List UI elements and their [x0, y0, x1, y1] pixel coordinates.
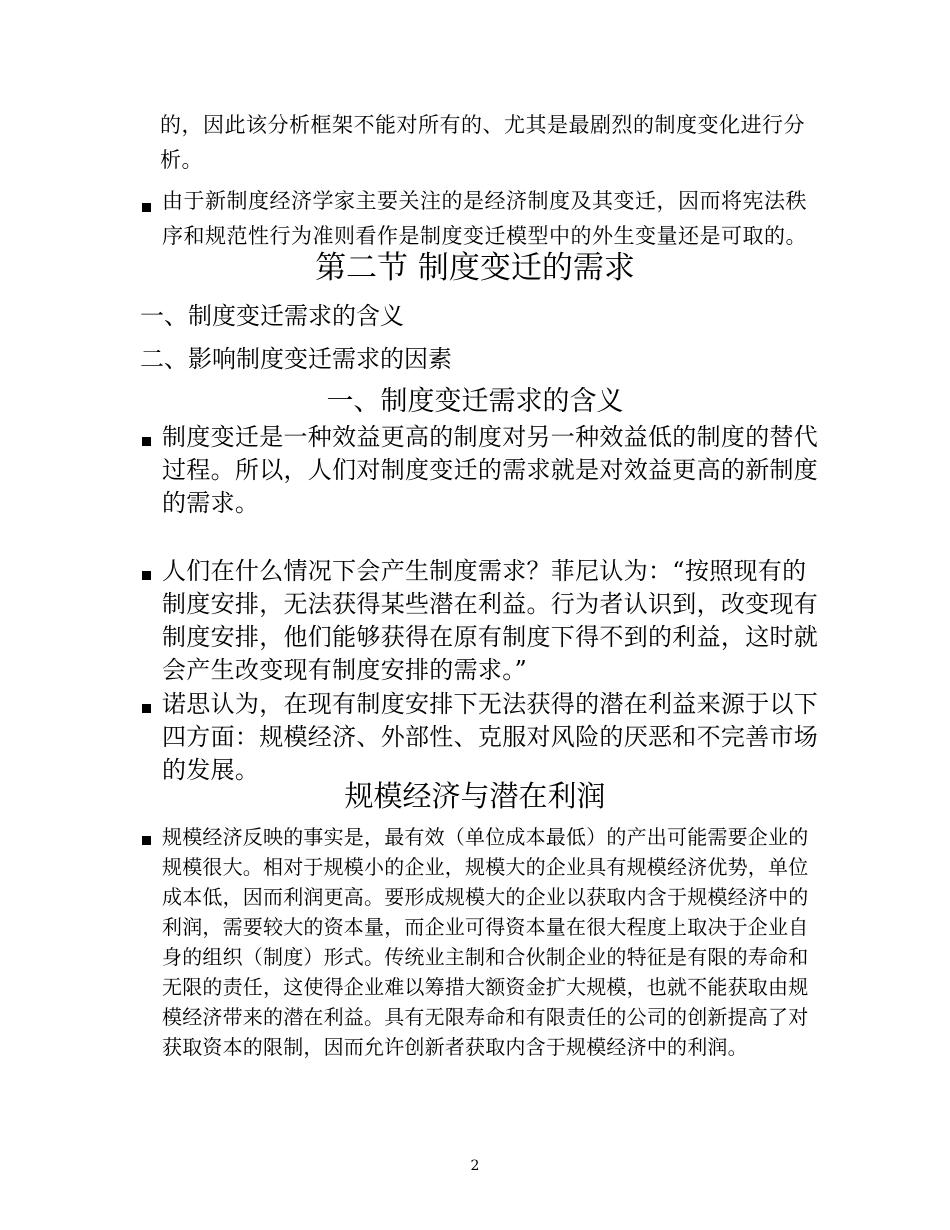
bullet-item [140, 555, 820, 687]
bullet-text: 人们在什么情况下会产生制度需求？菲尼认为：“按照现有的制度安排，无法获得某些潜在利益。行为者认识到，改变现有制度安排，他们能够获得在原有制度下得不到的利益，这时就会产生改变现有制度安排的需求。” [162, 557, 819, 684]
square-bullet-icon [142, 571, 151, 580]
square-bullet-icon [142, 704, 151, 713]
bullet-item [140, 421, 820, 520]
square-bullet-icon [142, 203, 151, 212]
bullet-text: 规模经济反映的事实是，最有效（单位成本最低）的产出可能需要企业的规模很大。相对于规模小的企业，规模大的企业具有规模经济优势，单位成本低，因而利润更高。要形成规模大的企业以获取内含于规模经济中的利润，需要较大的资本量，而企业可得资本量在很大程度上取决于企业自身的组织（制度）形式。传统业主制和合伙制企业的特征是有限的寿命和无限的责任，这使得企业难以筹措大额资金扩大规模，也就不能获取由规模经济带来的潜在利益。具有无限寿命和有限责任的公司的创新提高了对获取资本的限制，因而允许创新者获取内含于规模经济中的利润。 [162, 825, 809, 1059]
bullet-item [140, 184, 820, 254]
outline-item: 二、影响制度变迁需求的因素 [140, 345, 452, 373]
bullet-text: 制度变迁是一种效益更高的制度对另一种效益低的制度的替代过程。所以，人们对制度变迁的需求就是对效益更高的新制度的需求。 [162, 423, 819, 517]
outline-item: 一、制度变迁需求的含义 [140, 302, 404, 330]
bullet-text: 由于新制度经济学家主要关注的是经济制度及其变迁，因而将宪法秩序和规范性行为准则看作是制度变迁模型中的外生变量还是可取的。 [162, 189, 807, 248]
page-number: 2 [470, 1158, 480, 1174]
bullet-text: 诺思认为，在现有制度安排下无法获得的潜在利益来源于以下四方面：规模经济、外部性、克服对风险的厌恶和不完善市场的发展。 [162, 690, 819, 784]
continuation-paragraph: 的，因此该分析框架不能对所有的、尤其是最剧烈的制度变化进行分析。 [160, 113, 805, 172]
bullet-item [140, 822, 820, 1062]
square-bullet-icon [142, 437, 151, 446]
subsection-title: 一、制度变迁需求的含义 [326, 386, 624, 417]
section-title: 第二节 制度变迁的需求 [315, 250, 635, 286]
subsection-title: 规模经济与潜在利润 [344, 779, 606, 813]
square-bullet-icon [142, 836, 151, 845]
bullet-item [140, 688, 820, 787]
